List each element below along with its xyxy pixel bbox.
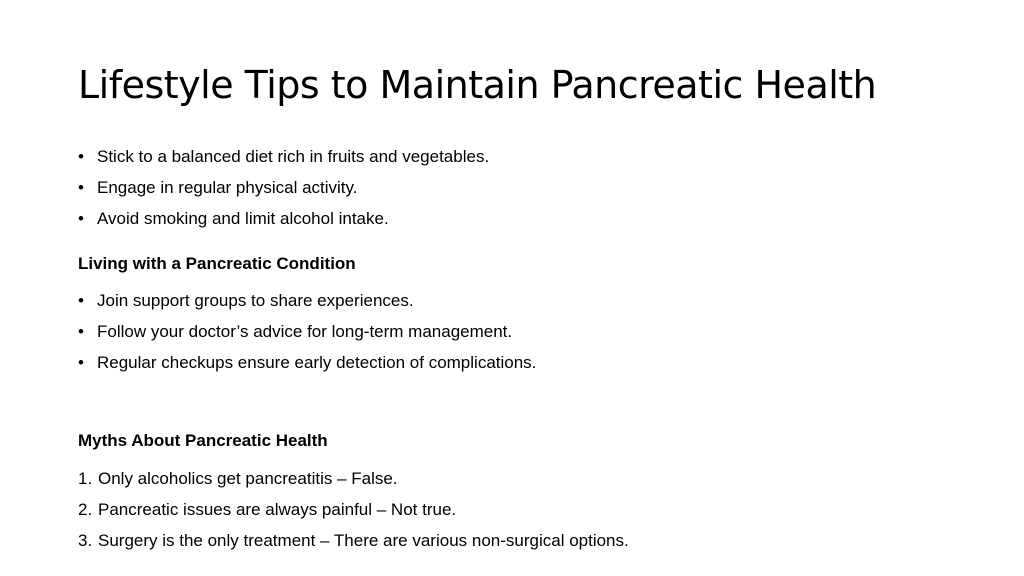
slide-title: Lifestyle Tips to Maintain Pancreatic Health xyxy=(78,63,877,107)
list-item-text: Stick to a balanced diet rich in fruits and vegetables. xyxy=(97,147,490,166)
list-item xyxy=(78,172,489,203)
tips-list xyxy=(78,141,489,234)
living-list xyxy=(78,285,536,378)
list-item xyxy=(78,203,489,234)
list-item-text: Join support groups to share experiences. xyxy=(97,291,414,310)
list-number: 3. xyxy=(78,531,93,550)
list-item xyxy=(78,525,629,556)
bullet-icon: • xyxy=(78,322,84,341)
section-heading-myths: Myths About Pancreatic Health xyxy=(78,431,328,450)
bullet-icon: • xyxy=(78,147,84,166)
bullet-icon: • xyxy=(78,178,84,197)
myths-list xyxy=(78,463,629,556)
list-item xyxy=(78,463,629,494)
bullet-icon: • xyxy=(78,353,84,372)
section-heading-living: Living with a Pancreatic Condition xyxy=(78,254,356,273)
list-item-text: Surgery is the only treatment – There are various non-surgical options. xyxy=(98,531,629,550)
list-item xyxy=(78,347,536,378)
bullet-icon: • xyxy=(78,209,84,228)
bullet-icon: • xyxy=(78,291,84,310)
list-item-text: Only alcoholics get pancreatitis – False. xyxy=(98,469,398,488)
list-item xyxy=(78,141,489,172)
list-item-text: Avoid smoking and limit alcohol intake. xyxy=(97,209,389,228)
list-item xyxy=(78,316,536,347)
list-item xyxy=(78,494,629,525)
list-item-text: Engage in regular physical activity. xyxy=(97,178,358,197)
list-item xyxy=(78,285,536,316)
list-number: 2. xyxy=(78,500,93,519)
list-item-text: Pancreatic issues are always painful – Not true. xyxy=(98,500,457,519)
list-item-text: Regular checkups ensure early detection of complications. xyxy=(97,353,537,372)
list-number: 1. xyxy=(78,469,93,488)
list-item-text: Follow your doctor’s advice for long-term management. xyxy=(97,322,513,341)
